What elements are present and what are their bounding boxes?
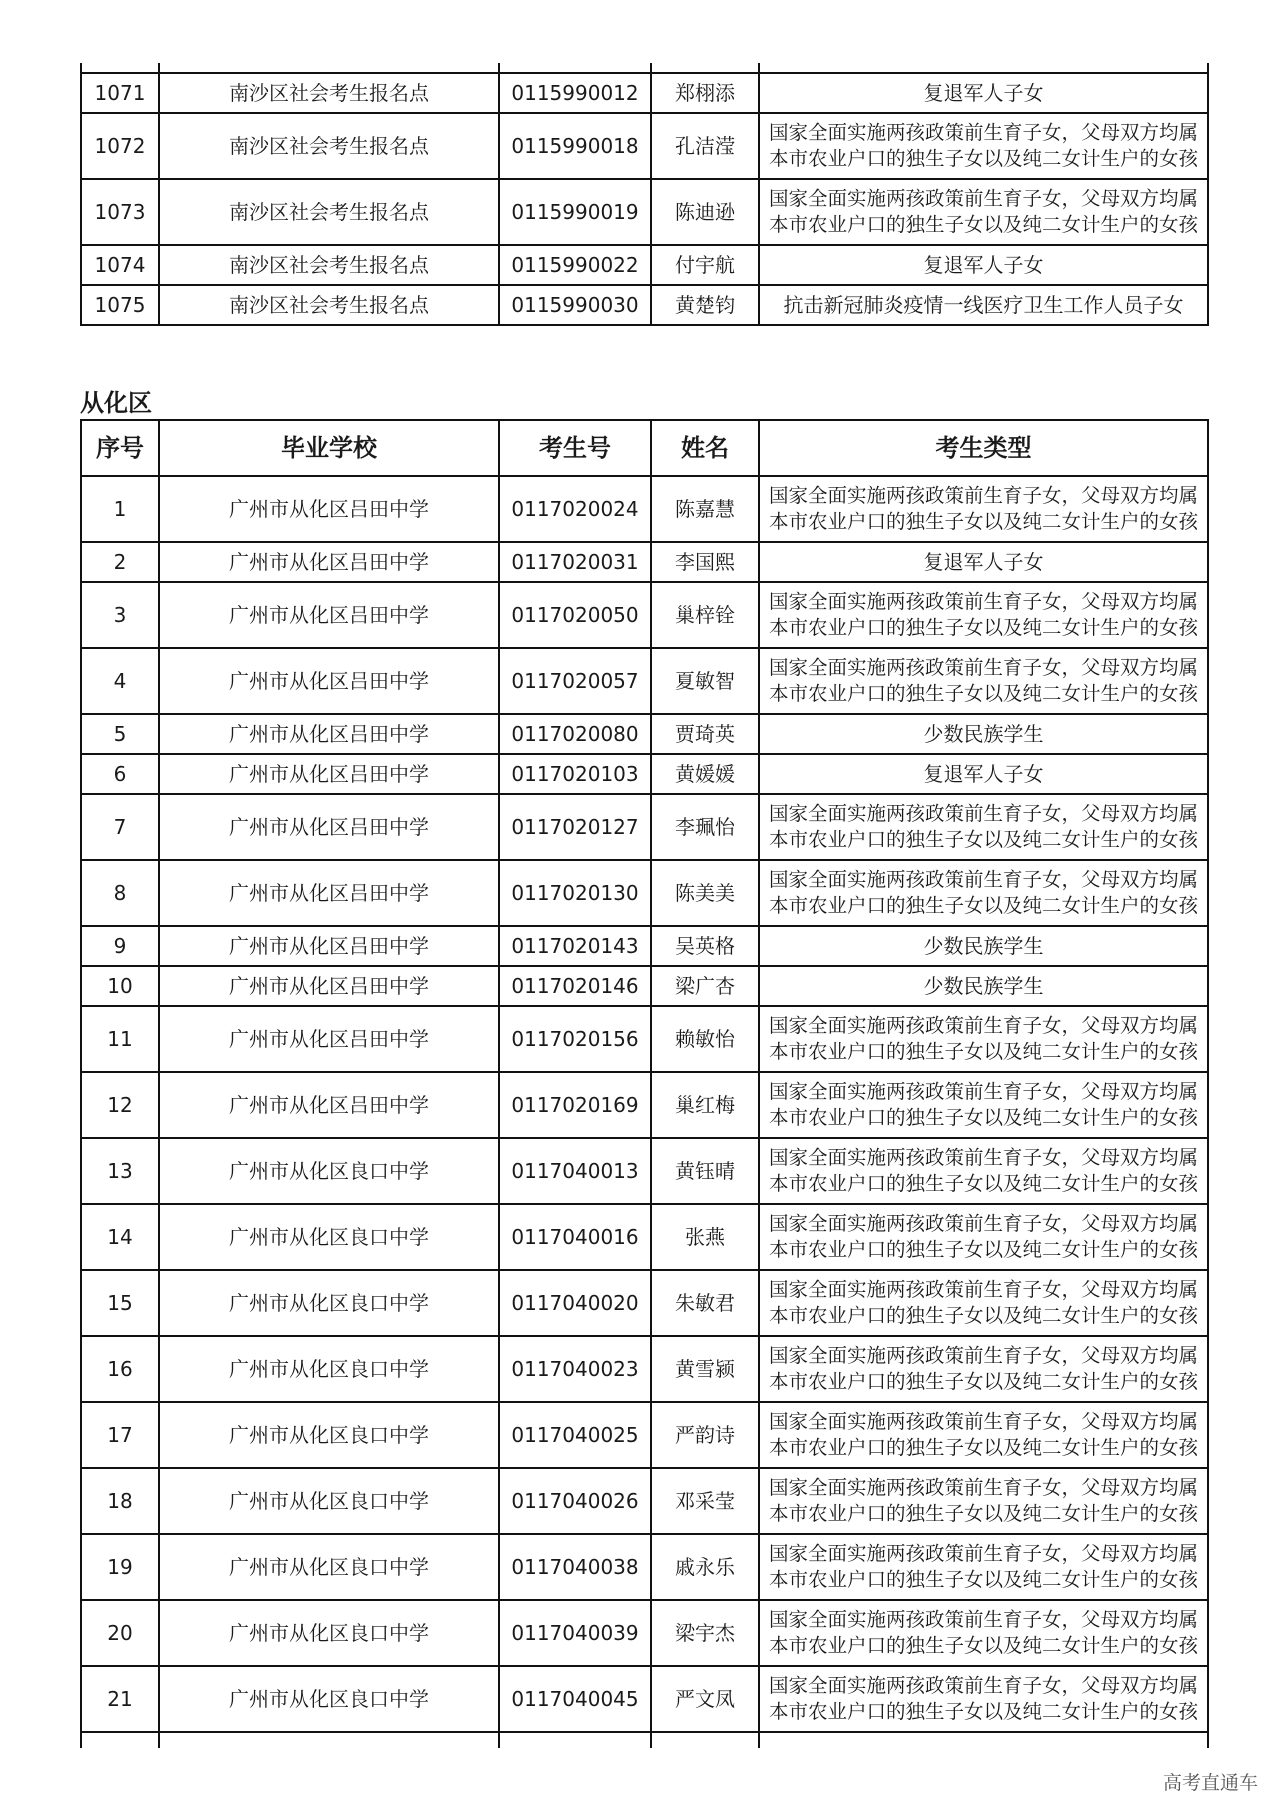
cell-type-line1: 国家全面实施两孩政策前生育子女，父母双方均属 [768, 802, 1198, 825]
cell-type [759, 1336, 1208, 1402]
cell-name: 陈迪逊 [651, 179, 759, 245]
cell-school: 广州市从化区良口中学 [159, 1270, 499, 1336]
cell-type [759, 860, 1208, 926]
cell-type [759, 1600, 1208, 1666]
cell-exam-no: 0117020103 [499, 754, 651, 794]
cell-type-line2: 本市农业户口的独生子女以及纯二女计生户的女孩 [768, 682, 1198, 705]
cell-type-line1: 国家全面实施两孩政策前生育子女，父母双方均属 [768, 1674, 1198, 1697]
cell-name: 黄钰晴 [651, 1138, 759, 1204]
cell-exam-no: 0115990030 [499, 285, 651, 325]
cell-type-line1: 国家全面实施两孩政策前生育子女，父母双方均属 [768, 1014, 1198, 1037]
cell-school: 南沙区社会考生报名点 [159, 73, 499, 113]
cell-exam-no: 0117020156 [499, 1006, 651, 1072]
cell-exam-no: 0117040026 [499, 1468, 651, 1534]
table-row-continuation [81, 63, 1208, 73]
cell-exam-no: 0117020080 [499, 714, 651, 754]
cell-school: 广州市从化区吕田中学 [159, 542, 499, 582]
cell-type-line2: 本市农业户口的独生子女以及纯二女计生户的女孩 [768, 1436, 1198, 1459]
cell-type [759, 582, 1208, 648]
cell-school: 广州市从化区吕田中学 [159, 476, 499, 542]
cell-exam-no: 0117020127 [499, 794, 651, 860]
cell-no: 1073 [81, 179, 159, 245]
table-row [81, 582, 1208, 648]
cell-exam-no: 0117040020 [499, 1270, 651, 1336]
table-row [81, 113, 1208, 179]
cell-name: 赖敏怡 [651, 1006, 759, 1072]
cell-no: 14 [81, 1204, 159, 1270]
cell-type-line1: 国家全面实施两孩政策前生育子女，父母双方均属 [768, 187, 1198, 210]
cell-type-line1: 国家全面实施两孩政策前生育子女，父母双方均属 [768, 1410, 1198, 1433]
cell-school: 广州市从化区良口中学 [159, 1600, 499, 1666]
cell-type-line1: 国家全面实施两孩政策前生育子女，父母双方均属 [768, 1542, 1198, 1565]
cell-exam-no: 0115990012 [499, 73, 651, 113]
cell-exam-no: 0117040016 [499, 1204, 651, 1270]
cell-no: 1071 [81, 73, 159, 113]
cell-type-line2: 本市农业户口的独生子女以及纯二女计生户的女孩 [768, 1502, 1198, 1525]
cell-type: 少数民族学生 [759, 966, 1208, 1006]
cell-no: 7 [81, 794, 159, 860]
cell-type [759, 794, 1208, 860]
empty-cell [759, 1732, 1208, 1748]
cell-school: 广州市从化区良口中学 [159, 1468, 499, 1534]
cell-name: 巢红梅 [651, 1072, 759, 1138]
cell-name: 张燕 [651, 1204, 759, 1270]
cell-type-line1: 国家全面实施两孩政策前生育子女，父母双方均属 [768, 656, 1198, 679]
cell-type-line1: 国家全面实施两孩政策前生育子女，父母双方均属 [768, 1080, 1198, 1103]
cell-type: 复退军人子女 [759, 754, 1208, 794]
cell-type-line2: 本市农业户口的独生子女以及纯二女计生户的女孩 [768, 1700, 1198, 1723]
previous-district-table [80, 63, 1209, 326]
cell-exam-no: 0117020057 [499, 648, 651, 714]
header-type: 考生类型 [759, 420, 1208, 476]
cell-exam-no: 0117020050 [499, 582, 651, 648]
table-row [81, 1138, 1208, 1204]
header-no: 序号 [81, 420, 159, 476]
table-header-row [81, 420, 1208, 476]
cell-type-line1: 国家全面实施两孩政策前生育子女，父母双方均属 [768, 868, 1198, 891]
cell-type: 复退军人子女 [759, 542, 1208, 582]
cell-name: 黄媛媛 [651, 754, 759, 794]
cell-name: 黄雪颍 [651, 1336, 759, 1402]
table-row [81, 542, 1208, 582]
cell-school: 广州市从化区良口中学 [159, 1138, 499, 1204]
cell-type: 少数民族学生 [759, 714, 1208, 754]
cell-no: 1072 [81, 113, 159, 179]
cell-no: 17 [81, 1402, 159, 1468]
cell-type [759, 648, 1208, 714]
cell-type-line1: 国家全面实施两孩政策前生育子女，父母双方均属 [768, 484, 1198, 507]
cell-type [759, 1468, 1208, 1534]
table-row [81, 1666, 1208, 1732]
table-row [81, 794, 1208, 860]
cell-type-line2: 本市农业户口的独生子女以及纯二女计生户的女孩 [768, 1634, 1198, 1657]
cell-school: 广州市从化区良口中学 [159, 1402, 499, 1468]
cell-exam-no: 0117020130 [499, 860, 651, 926]
empty-cell [499, 1732, 651, 1748]
cell-no: 13 [81, 1138, 159, 1204]
cell-exam-no: 0115990022 [499, 245, 651, 285]
cell-school: 广州市从化区吕田中学 [159, 754, 499, 794]
cell-type-line2: 本市农业户口的独生子女以及纯二女计生户的女孩 [768, 1172, 1198, 1195]
cell-no: 5 [81, 714, 159, 754]
cell-name: 付宇航 [651, 245, 759, 285]
cell-school: 广州市从化区良口中学 [159, 1666, 499, 1732]
table-row [81, 860, 1208, 926]
section-title: 从化区 [80, 389, 152, 417]
cell-school: 广州市从化区吕田中学 [159, 582, 499, 648]
cell-no: 2 [81, 542, 159, 582]
cell-school: 广州市从化区吕田中学 [159, 860, 499, 926]
table-row [81, 245, 1208, 285]
cell-type: 复退军人子女 [759, 73, 1208, 113]
cell-type [759, 1534, 1208, 1600]
cell-exam-no: 0117040038 [499, 1534, 651, 1600]
cell-name: 邓采莹 [651, 1468, 759, 1534]
table-row [81, 648, 1208, 714]
cell-type [759, 1402, 1208, 1468]
cell-no: 4 [81, 648, 159, 714]
cell-type-line1: 国家全面实施两孩政策前生育子女，父母双方均属 [768, 590, 1198, 613]
cell-no: 19 [81, 1534, 159, 1600]
empty-cell [651, 1732, 759, 1748]
cell-no: 18 [81, 1468, 159, 1534]
cell-type-line2: 本市农业户口的独生子女以及纯二女计生户的女孩 [768, 1040, 1198, 1063]
cell-school: 南沙区社会考生报名点 [159, 179, 499, 245]
table-row [81, 1006, 1208, 1072]
table-row [81, 1468, 1208, 1534]
cell-name: 梁宇杰 [651, 1600, 759, 1666]
cell-type-line2: 本市农业户口的独生子女以及纯二女计生户的女孩 [768, 1568, 1198, 1591]
table-row [81, 73, 1208, 113]
cell-exam-no: 0117040013 [499, 1138, 651, 1204]
empty-cell [81, 63, 159, 73]
cell-name: 严文凤 [651, 1666, 759, 1732]
table-row [81, 1534, 1208, 1600]
cell-school: 南沙区社会考生报名点 [159, 285, 499, 325]
cell-school: 广州市从化区吕田中学 [159, 966, 499, 1006]
cell-no: 21 [81, 1666, 159, 1732]
header-school: 毕业学校 [159, 420, 499, 476]
cell-no: 10 [81, 966, 159, 1006]
header-exam-no: 考生号 [499, 420, 651, 476]
cell-school: 广州市从化区良口中学 [159, 1336, 499, 1402]
cell-type-line2: 本市农业户口的独生子女以及纯二女计生户的女孩 [768, 213, 1198, 236]
cell-school: 广州市从化区吕田中学 [159, 794, 499, 860]
cell-school: 广州市从化区吕田中学 [159, 1072, 499, 1138]
cell-name: 夏敏智 [651, 648, 759, 714]
cell-type-line1: 国家全面实施两孩政策前生育子女，父母双方均属 [768, 1146, 1198, 1169]
empty-cell [159, 63, 499, 73]
cell-school: 广州市从化区吕田中学 [159, 926, 499, 966]
cell-exam-no: 0115990018 [499, 113, 651, 179]
cell-name: 李珮怡 [651, 794, 759, 860]
cell-type [759, 1666, 1208, 1732]
cell-name: 戚永乐 [651, 1534, 759, 1600]
empty-cell [81, 1732, 159, 1748]
cell-name: 吴英格 [651, 926, 759, 966]
cell-school: 南沙区社会考生报名点 [159, 113, 499, 179]
conghua-district-table-body [81, 476, 1208, 1748]
cell-exam-no: 0117020031 [499, 542, 651, 582]
table-row [81, 1600, 1208, 1666]
cell-exam-no: 0117040039 [499, 1600, 651, 1666]
cell-type-line1: 国家全面实施两孩政策前生育子女，父母双方均属 [768, 1476, 1198, 1499]
cell-school: 广州市从化区良口中学 [159, 1534, 499, 1600]
cell-school: 广州市从化区吕田中学 [159, 648, 499, 714]
cell-type [759, 113, 1208, 179]
cell-name: 严韵诗 [651, 1402, 759, 1468]
cell-type-line1: 国家全面实施两孩政策前生育子女，父母双方均属 [768, 121, 1198, 144]
cell-no: 16 [81, 1336, 159, 1402]
cell-type-line1: 国家全面实施两孩政策前生育子女，父母双方均属 [768, 1344, 1198, 1367]
table-row [81, 1402, 1208, 1468]
cell-exam-no: 0117040045 [499, 1666, 651, 1732]
cell-name: 陈嘉慧 [651, 476, 759, 542]
cell-exam-no: 0117020024 [499, 476, 651, 542]
cell-no: 1075 [81, 285, 159, 325]
cell-type-line2: 本市农业户口的独生子女以及纯二女计生户的女孩 [768, 616, 1198, 639]
cell-name: 李国熙 [651, 542, 759, 582]
cell-type [759, 1138, 1208, 1204]
cell-no: 11 [81, 1006, 159, 1072]
cell-type-line2: 本市农业户口的独生子女以及纯二女计生户的女孩 [768, 828, 1198, 851]
empty-cell [159, 1732, 499, 1748]
cell-name: 黄楚钧 [651, 285, 759, 325]
empty-cell [759, 63, 1208, 73]
cell-type [759, 179, 1208, 245]
cell-school: 南沙区社会考生报名点 [159, 245, 499, 285]
cell-exam-no: 0117020143 [499, 926, 651, 966]
cell-type-line2: 本市农业户口的独生子女以及纯二女计生户的女孩 [768, 147, 1198, 170]
table-row [81, 179, 1208, 245]
cell-no: 15 [81, 1270, 159, 1336]
cell-type [759, 1270, 1208, 1336]
empty-cell [499, 63, 651, 73]
cell-school: 广州市从化区吕田中学 [159, 714, 499, 754]
cell-type-line2: 本市农业户口的独生子女以及纯二女计生户的女孩 [768, 1370, 1198, 1393]
table-row [81, 1270, 1208, 1336]
cell-type-line2: 本市农业户口的独生子女以及纯二女计生户的女孩 [768, 1106, 1198, 1129]
cell-type [759, 476, 1208, 542]
cell-no: 12 [81, 1072, 159, 1138]
cell-exam-no: 0117040025 [499, 1402, 651, 1468]
cell-type: 少数民族学生 [759, 926, 1208, 966]
table-row [81, 1336, 1208, 1402]
cell-no: 9 [81, 926, 159, 966]
table-row [81, 1072, 1208, 1138]
cell-exam-no: 0117020146 [499, 966, 651, 1006]
cell-name: 陈美美 [651, 860, 759, 926]
cell-name: 梁广杏 [651, 966, 759, 1006]
cell-type-line1: 国家全面实施两孩政策前生育子女，父母双方均属 [768, 1212, 1198, 1235]
cell-type-line1: 国家全面实施两孩政策前生育子女，父母双方均属 [768, 1608, 1198, 1631]
table-row [81, 1204, 1208, 1270]
cell-no: 8 [81, 860, 159, 926]
cell-exam-no: 0117020169 [499, 1072, 651, 1138]
cell-type: 复退军人子女 [759, 245, 1208, 285]
cell-name: 巢梓铨 [651, 582, 759, 648]
cell-type-line2: 本市农业户口的独生子女以及纯二女计生户的女孩 [768, 1304, 1198, 1327]
cell-type [759, 1006, 1208, 1072]
table-row [81, 714, 1208, 754]
table-row-continuation [81, 1732, 1208, 1748]
cell-name: 孔洁滢 [651, 113, 759, 179]
cell-no: 20 [81, 1600, 159, 1666]
cell-no: 1074 [81, 245, 159, 285]
cell-type-line2: 本市农业户口的独生子女以及纯二女计生户的女孩 [768, 510, 1198, 533]
cell-no: 6 [81, 754, 159, 794]
cell-type-line1: 国家全面实施两孩政策前生育子女，父母双方均属 [768, 1278, 1198, 1301]
cell-exam-no: 0117040023 [499, 1336, 651, 1402]
cell-type [759, 1204, 1208, 1270]
cell-type [759, 1072, 1208, 1138]
cell-name: 郑栩添 [651, 73, 759, 113]
cell-no: 3 [81, 582, 159, 648]
cell-type-line2: 本市农业户口的独生子女以及纯二女计生户的女孩 [768, 1238, 1198, 1261]
cell-exam-no: 0115990019 [499, 179, 651, 245]
cell-school: 广州市从化区良口中学 [159, 1204, 499, 1270]
table-row [81, 966, 1208, 1006]
header-name: 姓名 [651, 420, 759, 476]
watermark: 高考直通车 [1162, 1772, 1258, 1794]
cell-type: 抗击新冠肺炎疫情一线医疗卫生工作人员子女 [759, 285, 1208, 325]
cell-no: 1 [81, 476, 159, 542]
table-row [81, 926, 1208, 966]
table-row [81, 476, 1208, 542]
empty-cell [651, 63, 759, 73]
table-row [81, 285, 1208, 325]
cell-type-line2: 本市农业户口的独生子女以及纯二女计生户的女孩 [768, 894, 1198, 917]
cell-school: 广州市从化区吕田中学 [159, 1006, 499, 1072]
cell-name: 朱敏君 [651, 1270, 759, 1336]
previous-district-table-body [81, 63, 1208, 325]
table-row [81, 754, 1208, 794]
conghua-district-table [80, 419, 1209, 1748]
cell-name: 贾琦英 [651, 714, 759, 754]
